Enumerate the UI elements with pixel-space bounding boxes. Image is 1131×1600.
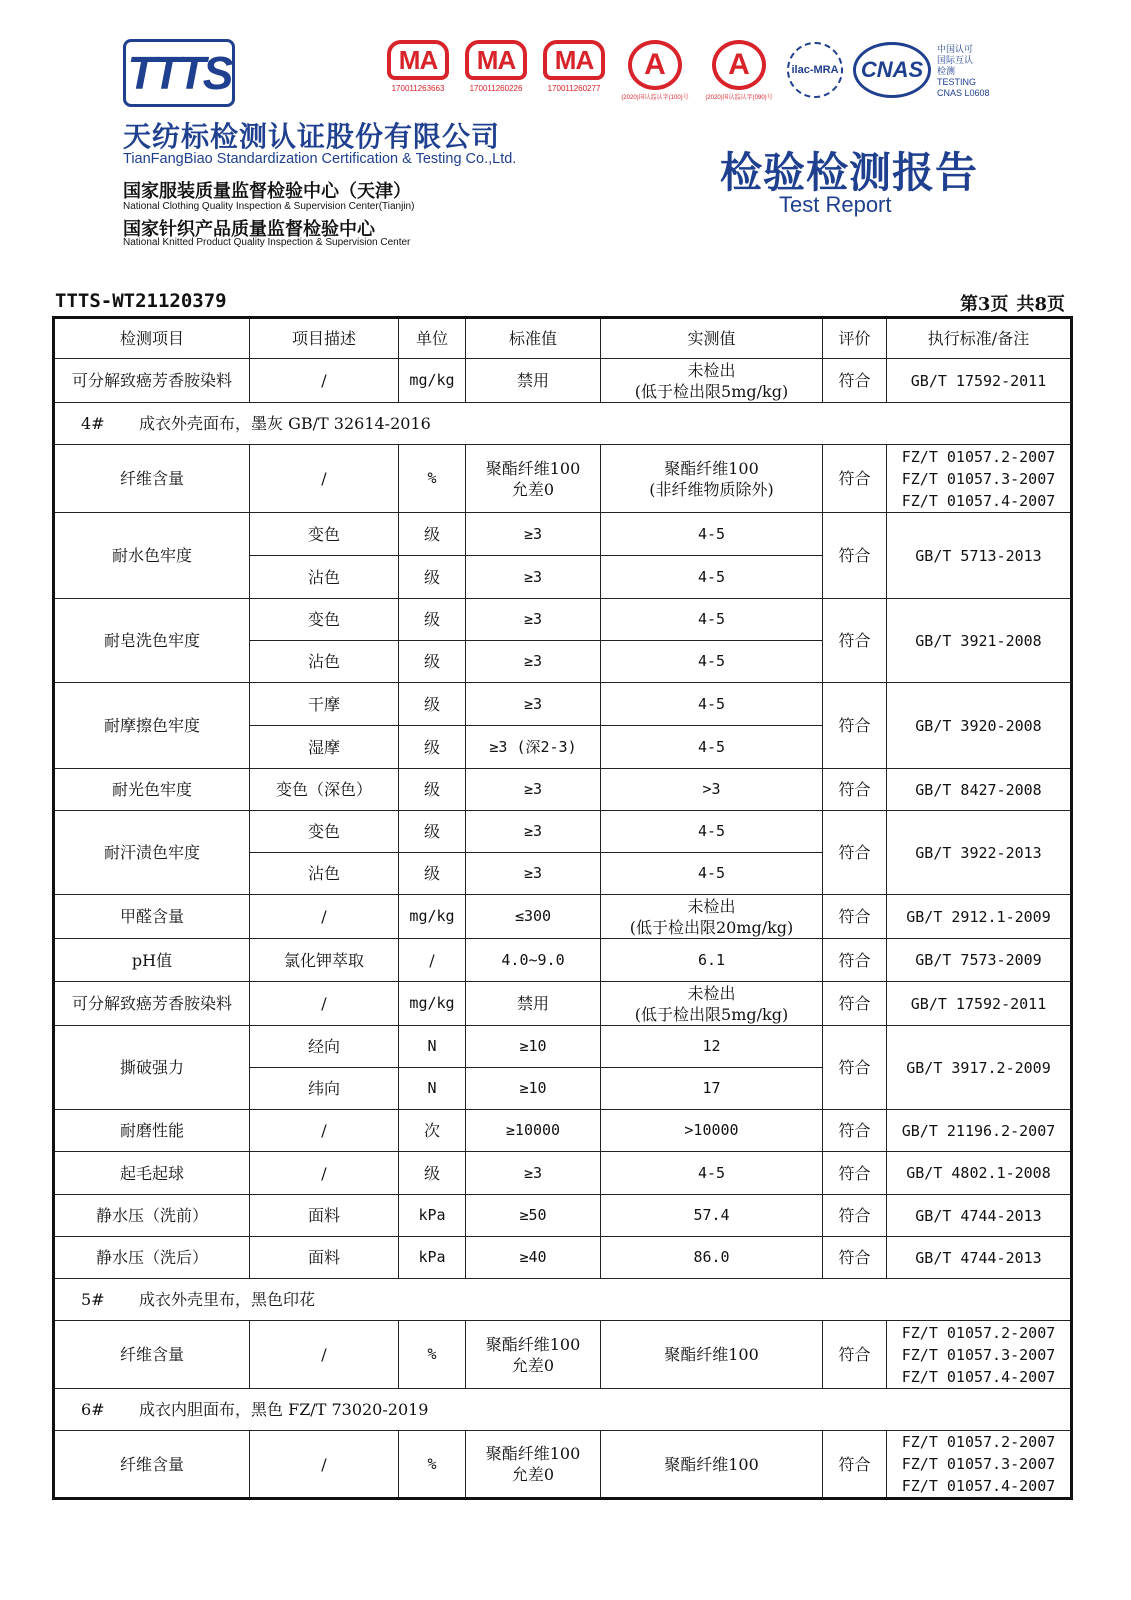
cell-standard: GB/T 3921-2008 (887, 599, 1072, 683)
cell-measured: 聚酯纤维100 (601, 1431, 823, 1499)
standard-line-1: FZ/T 01057.2-2007 (901, 1323, 1056, 1342)
std-line-1: 聚酯纤维100 (485, 1334, 581, 1354)
cell-standard: GB/T 17592-2011 (887, 982, 1072, 1026)
table-row (54, 895, 1072, 939)
cell-item: 耐磨性能 (54, 1110, 250, 1152)
cell-measured (601, 445, 823, 513)
company-name-en: TianFangBiao Standardization Certification & Testing Co.,Ltd. (123, 151, 517, 167)
cell-unit: 级 (399, 853, 466, 895)
cell-desc: / (250, 1321, 399, 1389)
cell-unit: 级 (399, 513, 466, 556)
cell-item: 耐摩擦色牢度 (54, 683, 250, 769)
cell-item: 耐皂洗色牢度 (54, 599, 250, 683)
test-results-table (52, 316, 1073, 1500)
measured-line-2: (低于检出限20mg/kg) (629, 917, 794, 937)
section-6-text: 成衣内胆面布，黑色 FZ/T 73020-2019 (139, 1400, 429, 1419)
table-row (54, 445, 1072, 513)
cell-measured: 4-5 (601, 811, 823, 853)
cell-desc: 变色 (250, 599, 399, 641)
cell-result: 符合 (823, 1152, 887, 1195)
col-header: 评价 (823, 318, 887, 359)
cell-desc: / (250, 895, 399, 939)
cell-measured: 4-5 (601, 683, 823, 726)
table-row (54, 1237, 1072, 1279)
table-row (54, 811, 1072, 853)
ttts-logo: TTTS (123, 39, 235, 107)
section-5-cell (54, 1279, 1072, 1321)
std-line-1: 聚酯纤维100 (485, 458, 581, 478)
cell-std: ≥10 (466, 1068, 601, 1110)
cell-item: 纤维含量 (54, 445, 250, 513)
cell-standard (887, 1321, 1072, 1389)
table-row (54, 513, 1072, 556)
cell-unit: kPa (399, 1237, 466, 1279)
cell-unit: % (399, 1321, 466, 1389)
standard-line-3: FZ/T 01057.4-2007 (901, 1367, 1056, 1386)
cal-mark-1-number: (2020)国认监认字(100)号 (621, 95, 689, 101)
cell-desc: / (250, 1152, 399, 1195)
section-4-cell (54, 403, 1072, 445)
cell-measured: 6.1 (601, 939, 823, 982)
cell-unit: mg/kg (399, 895, 466, 939)
cell-standard: GB/T 5713-2013 (887, 513, 1072, 599)
cell-measured (601, 982, 823, 1026)
company-name-cn: 天纺标检测认证股份有限公司 (123, 121, 501, 152)
cell-item: 静水压（洗前） (54, 1195, 250, 1237)
cma-mark-1-label: MA (387, 40, 449, 80)
cma-mark-3-label: MA (543, 40, 605, 80)
table-row (54, 1321, 1072, 1389)
cell-std: ≥3 (466, 556, 601, 599)
report-title-en: Test Report (779, 192, 892, 217)
cell-measured: 聚酯纤维100 (601, 1321, 823, 1389)
cell-result: 符合 (823, 599, 887, 683)
page-total: 共8页 (1016, 294, 1065, 315)
page-indicator (952, 290, 1065, 316)
cell-item: 可分解致癌芳香胺染料 (54, 982, 250, 1026)
cell-measured: 4-5 (601, 641, 823, 683)
cell-std: ≥3 (466, 513, 601, 556)
cell-result: 符合 (823, 359, 887, 403)
col-header: 单位 (399, 318, 466, 359)
cell-std: ≥3 (深2-3) (466, 726, 601, 769)
table-row (54, 683, 1072, 726)
cell-measured: 57.4 (601, 1195, 823, 1237)
ilac-mra-mark: ilac-MRA (787, 42, 843, 98)
measured-line-2: (非纤维物质除外) (649, 479, 774, 499)
cell-standard: GB/T 4744-2013 (887, 1195, 1072, 1237)
cell-unit: kPa (399, 1195, 466, 1237)
cell-standard: GB/T 7573-2009 (887, 939, 1072, 982)
standard-line-3: FZ/T 01057.4-2007 (901, 1477, 1056, 1495)
cell-item: 可分解致癌芳香胺染料 (54, 359, 250, 403)
cal-mark-1-label: A (628, 40, 682, 90)
cell-unit: N (399, 1068, 466, 1110)
cell-desc: 沾色 (250, 853, 399, 895)
cell-desc: 经向 (250, 1026, 399, 1068)
cnas-mark: CNAS (853, 42, 931, 98)
std-line-1: 聚酯纤维100 (485, 1444, 581, 1463)
cell-result: 符合 (823, 982, 887, 1026)
table-row (54, 939, 1072, 982)
cell-unit: 级 (399, 726, 466, 769)
cell-standard: GB/T 8427-2008 (887, 769, 1072, 811)
cal-mark-2-number: (2020)国认监认字(090)号 (705, 95, 773, 101)
cell-unit: 级 (399, 811, 466, 853)
cell-item: 耐水色牢度 (54, 513, 250, 599)
cell-std: ≥3 (466, 853, 601, 895)
cell-item: 纤维含量 (54, 1431, 250, 1499)
cell-unit: 级 (399, 683, 466, 726)
center2-name-cn: 国家针织产品质量监督检验中心 (123, 219, 375, 239)
table-row (54, 359, 1072, 403)
cell-std: ≥40 (466, 1237, 601, 1279)
table-row (54, 982, 1072, 1026)
report-title-cn: 检验检测报告 (720, 148, 979, 197)
cell-item: pH值 (54, 939, 250, 982)
cell-desc: 变色 (250, 811, 399, 853)
cma-mark-3-number: 170011260277 (547, 84, 601, 93)
std-line-2: 允差0 (511, 479, 555, 499)
measured-line-1: 未检出 (687, 896, 736, 916)
report-number: TTTS-WT21120379 (55, 290, 227, 312)
cell-unit: mg/kg (399, 359, 466, 403)
cell-item: 甲醛含量 (54, 895, 250, 939)
cell-standard (887, 1431, 1072, 1499)
cell-std: ≥3 (466, 641, 601, 683)
center1-name-cn: 国家服装质量监督检验中心（天津） (123, 181, 411, 201)
standard-line-3: FZ/T 01057.4-2007 (901, 491, 1056, 510)
cal-mark-2-label: A (712, 40, 766, 90)
cell-standard: GB/T 3920-2008 (887, 683, 1072, 769)
cell-unit: 级 (399, 599, 466, 641)
cell-result: 符合 (823, 769, 887, 811)
std-line-2: 允差0 (511, 1465, 555, 1484)
cell-std: ≥10000 (466, 1110, 601, 1152)
measured-line-1: 未检出 (687, 983, 736, 1003)
section-5-text: 成衣外壳里布，黑色印花 (139, 1290, 316, 1309)
cell-measured: 4-5 (601, 726, 823, 769)
cell-result: 符合 (823, 811, 887, 895)
cell-unit: mg/kg (399, 982, 466, 1026)
cell-std: ≥3 (466, 769, 601, 811)
cnas-side-text (937, 44, 990, 99)
cell-desc: / (250, 1110, 399, 1152)
cell-std: 禁用 (466, 359, 601, 403)
cell-measured: >3 (601, 769, 823, 811)
cell-std (466, 445, 601, 513)
cell-item: 起毛起球 (54, 1152, 250, 1195)
cnas-side-line-2: 国际互认 (937, 55, 974, 65)
cell-standard: GB/T 21196.2-2007 (887, 1110, 1072, 1152)
cell-desc: / (250, 359, 399, 403)
cell-desc: 沾色 (250, 556, 399, 599)
cell-result: 符合 (823, 683, 887, 769)
cma-mark-1 (385, 40, 451, 98)
cell-unit: N (399, 1026, 466, 1068)
cell-unit: / (399, 939, 466, 982)
cma-mark-2-number: 170011260226 (469, 84, 523, 93)
cell-unit: % (399, 1431, 466, 1499)
col-header: 项目描述 (250, 318, 399, 359)
cell-unit: 次 (399, 1110, 466, 1152)
standard-line-2: FZ/T 01057.3-2007 (901, 1345, 1056, 1364)
cell-measured: 12 (601, 1026, 823, 1068)
cell-standard: GB/T 2912.1-2009 (887, 895, 1072, 939)
table-header-row (54, 318, 1072, 359)
cell-desc: 氯化钾萃取 (250, 939, 399, 982)
cell-item: 耐汗渍色牢度 (54, 811, 250, 895)
cell-result: 符合 (823, 1195, 887, 1237)
center2-name-en: National Knitted Product Quality Inspection & Supervision Center (123, 237, 411, 248)
table-row (54, 1431, 1072, 1499)
standard-line-2: FZ/T 01057.3-2007 (901, 1455, 1056, 1473)
section-5-id: 5# (81, 1290, 105, 1309)
table-row (54, 599, 1072, 641)
col-header: 检测项目 (54, 318, 250, 359)
cell-measured: 4-5 (601, 556, 823, 599)
cell-result: 符合 (823, 1110, 887, 1152)
table-row (54, 1026, 1072, 1068)
cell-measured: >10000 (601, 1110, 823, 1152)
cell-measured: 4-5 (601, 853, 823, 895)
cell-desc: 湿摩 (250, 726, 399, 769)
cell-desc: 干摩 (250, 683, 399, 726)
cell-item: 耐光色牢度 (54, 769, 250, 811)
cell-standard (887, 445, 1072, 513)
section-row-6 (54, 1389, 1072, 1431)
col-header: 标准值 (466, 318, 601, 359)
measured-line-1: 聚酯纤维100 (664, 458, 759, 478)
page-current: 第3页 (959, 294, 1009, 315)
cma-mark-2 (463, 40, 529, 98)
section-6-cell (54, 1389, 1072, 1431)
cell-result: 符合 (823, 1237, 887, 1279)
cell-desc: 变色 (250, 513, 399, 556)
cnas-side-line-1: 中国认可 (937, 44, 974, 54)
cma-mark-1-number: 170011263663 (391, 84, 445, 93)
table-row (54, 769, 1072, 811)
cell-measured: 4-5 (601, 513, 823, 556)
cell-desc: / (250, 445, 399, 513)
table-row (54, 1195, 1072, 1237)
cell-std: ≥3 (466, 599, 601, 641)
cell-measured: 86.0 (601, 1237, 823, 1279)
measured-line-1: 未检出 (687, 360, 736, 380)
cell-unit: 级 (399, 641, 466, 683)
cell-desc: / (250, 1431, 399, 1499)
measured-line-2: (低于检出限5mg/kg) (634, 381, 789, 401)
standard-line-2: FZ/T 01057.3-2007 (901, 469, 1056, 488)
cal-mark-1 (615, 40, 695, 101)
std-line-2: 允差0 (511, 1355, 555, 1375)
section-4-text: 成衣外壳面布，墨灰 GB/T 32614-2016 (139, 414, 431, 433)
cell-std: ≥3 (466, 683, 601, 726)
cma-mark-3 (541, 40, 607, 98)
section-row-4 (54, 403, 1072, 445)
cell-result: 符合 (823, 445, 887, 513)
cell-measured: 4-5 (601, 599, 823, 641)
cell-unit: % (399, 445, 466, 513)
cell-std (466, 1431, 601, 1499)
cell-desc: 沾色 (250, 641, 399, 683)
cell-item: 撕破强力 (54, 1026, 250, 1110)
cnas-side-line-3: 检测 (937, 66, 956, 76)
cell-measured: 17 (601, 1068, 823, 1110)
cell-result: 符合 (823, 1431, 887, 1499)
cell-std: ≥3 (466, 811, 601, 853)
cell-std (466, 1321, 601, 1389)
cnas-side-line-4: TESTING (937, 77, 977, 87)
cell-item: 纤维含量 (54, 1321, 250, 1389)
cell-standard: GB/T 3917.2-2009 (887, 1026, 1072, 1110)
cell-std: 禁用 (466, 982, 601, 1026)
cell-standard: GB/T 3922-2013 (887, 811, 1072, 895)
section-row-5 (54, 1279, 1072, 1321)
cell-unit: 级 (399, 1152, 466, 1195)
cell-result: 符合 (823, 939, 887, 982)
cell-std: ≤300 (466, 895, 601, 939)
cell-unit: 级 (399, 769, 466, 811)
cell-unit: 级 (399, 556, 466, 599)
col-header: 执行标准/备注 (887, 318, 1072, 359)
cell-desc: 纬向 (250, 1068, 399, 1110)
section-4-id: 4# (81, 414, 105, 433)
cma-mark-2-label: MA (465, 40, 527, 80)
table-row (54, 1152, 1072, 1195)
cell-result: 符合 (823, 513, 887, 599)
cell-desc: 变色（深色） (250, 769, 399, 811)
cell-standard: GB/T 4802.1-2008 (887, 1152, 1072, 1195)
cell-standard: GB/T 4744-2013 (887, 1237, 1072, 1279)
standard-line-1: FZ/T 01057.2-2007 (901, 447, 1056, 466)
cal-mark-2 (699, 40, 779, 101)
cell-measured (601, 895, 823, 939)
certification-marks (385, 40, 1005, 110)
cell-desc: 面料 (250, 1237, 399, 1279)
cell-standard: GB/T 17592-2011 (887, 359, 1072, 403)
cell-result: 符合 (823, 1321, 887, 1389)
cell-desc: 面料 (250, 1195, 399, 1237)
cell-result: 符合 (823, 1026, 887, 1110)
center1-name-en: National Clothing Quality Inspection & Supervision Center(Tianjin) (123, 201, 415, 212)
cell-std: 4.0~9.0 (466, 939, 601, 982)
cell-std: ≥10 (466, 1026, 601, 1068)
cell-std: ≥3 (466, 1152, 601, 1195)
standard-line-1: FZ/T 01057.2-2007 (901, 1433, 1056, 1451)
cell-desc: / (250, 982, 399, 1026)
cell-item: 静水压（洗后） (54, 1237, 250, 1279)
cell-measured (601, 359, 823, 403)
table-row (54, 1110, 1072, 1152)
col-header: 实测值 (601, 318, 823, 359)
cell-std: ≥50 (466, 1195, 601, 1237)
cell-result: 符合 (823, 895, 887, 939)
measured-line-2: (低于检出限5mg/kg) (634, 1004, 789, 1024)
cnas-side-line-5: CNAS L0608 (937, 88, 990, 98)
section-6-id: 6# (81, 1400, 105, 1419)
cell-measured: 4-5 (601, 1152, 823, 1195)
